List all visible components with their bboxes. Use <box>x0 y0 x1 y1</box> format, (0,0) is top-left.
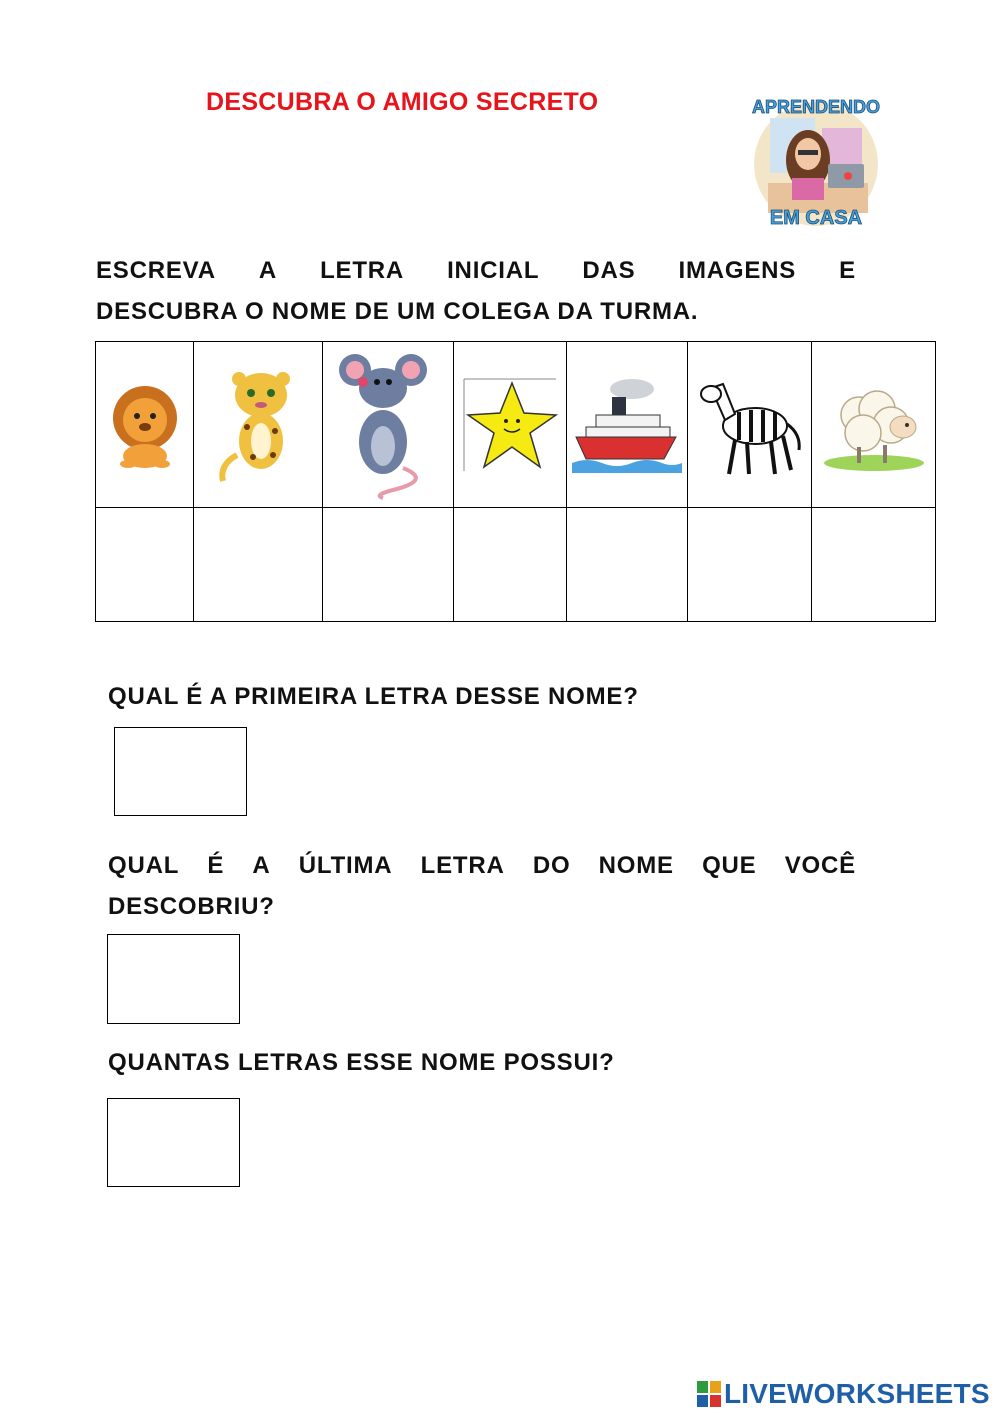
picture-cell-jaguar <box>194 342 323 508</box>
picture-cell-star <box>454 342 567 508</box>
instruction-line-2: DESCUBRA O NOME DE UM COLEGA DA TURMA. <box>96 298 699 325</box>
picture-cell-lion <box>96 342 194 508</box>
lion-icon <box>100 380 190 470</box>
answer-cell-2[interactable] <box>194 508 323 622</box>
answer-cell-7[interactable] <box>812 508 936 622</box>
liveworksheets-icon <box>697 1381 721 1407</box>
answer-cell-5[interactable] <box>567 508 688 622</box>
star-icon <box>462 375 558 475</box>
picture-cell-sheep <box>812 342 936 508</box>
logo-bottom-text: EM CASA <box>769 207 863 229</box>
question-last-letter-word: É <box>207 852 225 879</box>
question-last-letter-word: VOCÊ <box>784 852 856 879</box>
question-last-letter-word: ÚLTIMA <box>298 852 393 879</box>
instruction-word: DAS <box>582 257 636 284</box>
picture-cell-ship <box>567 342 688 508</box>
question-last-letter-word: LETRA <box>420 852 505 879</box>
instruction-text <box>96 250 856 332</box>
picture-cell-mouse <box>323 342 454 508</box>
last-letter-answer-box[interactable] <box>107 934 240 1024</box>
instruction-word: IMAGENS <box>678 257 797 284</box>
instruction-word: INICIAL <box>447 257 540 284</box>
question-last-letter-word: NOME <box>598 852 674 879</box>
first-letter-answer-box[interactable] <box>114 727 247 816</box>
instruction-word: E <box>839 257 856 284</box>
answer-cell-6[interactable] <box>688 508 812 622</box>
picture-row <box>96 342 936 508</box>
ship-icon <box>572 375 682 475</box>
logo-top-text: APRENDENDO <box>751 97 881 117</box>
zebra-icon <box>695 370 805 480</box>
question-last-letter-word: QUAL <box>108 852 180 879</box>
footer-brand <box>697 1377 990 1411</box>
answer-cell-1[interactable] <box>96 508 194 622</box>
answer-cell-3[interactable] <box>323 508 454 622</box>
mouse-icon <box>333 350 443 500</box>
letter-count-answer-box[interactable] <box>107 1098 240 1187</box>
question-last-letter-line-1 <box>108 845 856 886</box>
question-letter-count: QUANTAS LETRAS ESSE NOME POSSUI? <box>108 1049 615 1076</box>
picture-letter-table <box>95 341 936 622</box>
picture-cell-zebra <box>688 342 812 508</box>
question-first-letter: QUAL É A PRIMEIRA LETRA DESSE NOME? <box>108 683 639 710</box>
instruction-word: ESCREVA <box>96 257 216 284</box>
answer-cell-4[interactable] <box>454 508 567 622</box>
instruction-word: LETRA <box>320 257 405 284</box>
question-last-letter-line-2: DESCOBRIU? <box>108 893 275 920</box>
answer-row <box>96 508 936 622</box>
question-last-letter-word: A <box>252 852 271 879</box>
page-title: DESCUBRA O AMIGO SECRETO <box>206 88 599 116</box>
sheep-icon <box>819 375 929 475</box>
aprendendo-em-casa-logo <box>740 88 892 234</box>
instruction-word: A <box>258 257 278 284</box>
question-last-letter <box>108 845 856 927</box>
question-last-letter-word: QUE <box>702 852 757 879</box>
footer-brand-text: LIVEWORKSHEETS <box>724 1378 990 1409</box>
instruction-line-1 <box>96 250 856 291</box>
jaguar-icon <box>213 365 303 485</box>
question-last-letter-word: DO <box>532 852 571 879</box>
